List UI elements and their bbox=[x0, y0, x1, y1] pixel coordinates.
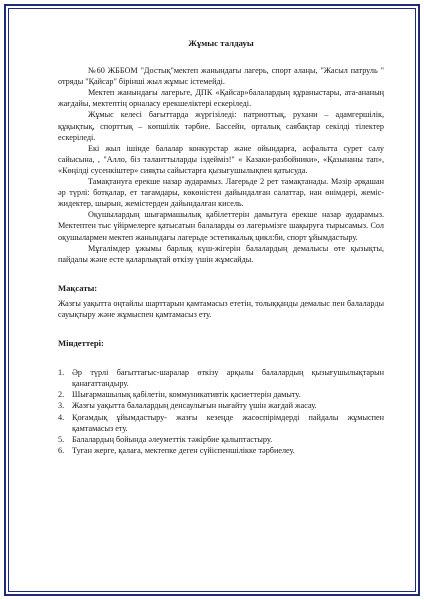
paragraph: Мектеп жанындағы лагерьге, ДПК «Қайсар»балалардың құраныстары, ата-ананың жағдайы, мектептің орналасу ерекшеліктері ескеріледі. bbox=[58, 88, 384, 109]
list-item-text: Шығармашылық қабілетін, коммуникативтік қасиеттерін дамыту. bbox=[72, 390, 301, 400]
list-item-text: Қоғамдық ұйымдастыру- жазғы кезеңде жасөспірімдерді пайдалы жұмыспен қамтамасыз ету. bbox=[72, 412, 384, 433]
paragraph: Екі жыл ішінде балалар конкурстар және ойындарға, асфальтта сурет салу сайысына, , "Алло, біз таланттыларды іздейміз!" « Казаки-разбойники», «Қазынаны тап», «Көңілді сусенкіштер» сияқты сайыстарға қызығушылықпен қатысуда. bbox=[58, 143, 384, 175]
paragraph: Оқушылардың шығармашылық қабілеттерін дамытуға ерекше назар аударамыз. Мектептен тыс үйірмелерге қатысатын балаларды өз лагерьмізге шақыруға тырысамыз. Сол оқушылармен мектеп жанындағы лагерьде эстетикалық цикл:би, спорт ұйымдастыру. bbox=[58, 210, 384, 242]
list-item-number: 1. bbox=[58, 368, 65, 378]
list-item-number: 3. bbox=[58, 401, 65, 411]
list-item-number: 4. bbox=[58, 412, 65, 422]
paragraph: №60 ЖББОМ "Достық"мектеп жанындағы лагерь, спорт алаңы, "Жасыл патруль " отряды "Қайсар" бірінші жыл жұмыс істемейді. bbox=[58, 66, 384, 87]
paragraph: Жұмыс келесі бағыттарда жүргізіледі: патриоттық, рухани – адамгершілік, құқықтық, спорттық – көпшілік тәрбие. Бассейн, орталық саябақтар секілді тілектер ескеріледі. bbox=[58, 110, 384, 142]
tasks-heading: Міндеттері: bbox=[58, 338, 104, 349]
list-item bbox=[58, 389, 384, 400]
tasks-list bbox=[58, 367, 384, 456]
paragraph: Тамақтануға ерекше назар аударамыз. Лагерьде 2 рет тамақтанады. Мәзір әрқашан әр түрлі: ботқалар, ет тағамдары, көкөністен дайындалған салаттар, нан өнімдері, жеміс-жидектер, шырын, жемістерден дайындалған кисель. bbox=[58, 177, 384, 209]
list-item-number: 2. bbox=[58, 390, 65, 400]
list-item-text: Туған жерге, қалаға, мектепке деген сүйіспеншілікке тәрбиелеу. bbox=[72, 445, 295, 455]
list-item bbox=[58, 445, 384, 456]
list-item-text: Әр түрлі бағыттағыс-шаралар өткізу арқылы балалардың қызығушылықтарын қанағаттандыру. bbox=[72, 368, 384, 389]
document-title: Жұмыс талдауы bbox=[188, 38, 254, 48]
list-item bbox=[58, 367, 384, 389]
document-body bbox=[58, 38, 384, 456]
list-item-text: Балалардың бойында әлеуметтік тәжірбие қалыптастыру. bbox=[72, 434, 273, 444]
list-item bbox=[58, 400, 384, 411]
list-item-number: 6. bbox=[58, 445, 65, 455]
list-item bbox=[58, 412, 384, 434]
list-item bbox=[58, 434, 384, 445]
list-item-text: Жазғы уақытта балалардың денсаулығын нығайту үшін жағдай жасау. bbox=[72, 401, 317, 411]
goal-heading: Мақсаты: bbox=[58, 282, 98, 293]
paragraph: Мұғалімдер ұжымы барлық күш-жігерін балалардың демалысы өте қызықты, пайдалы және есте қаларлықтай өткізу үшін жұмсайды. bbox=[58, 243, 384, 264]
list-item-number: 5. bbox=[58, 434, 65, 444]
goal-text: Жазғы уақытта оңтайлы шарттарын қамтамасыз ететін, толыққанды демалыс пен балаларды сауықтыру және жұмыспен қамтамасыз ету. bbox=[58, 298, 384, 319]
